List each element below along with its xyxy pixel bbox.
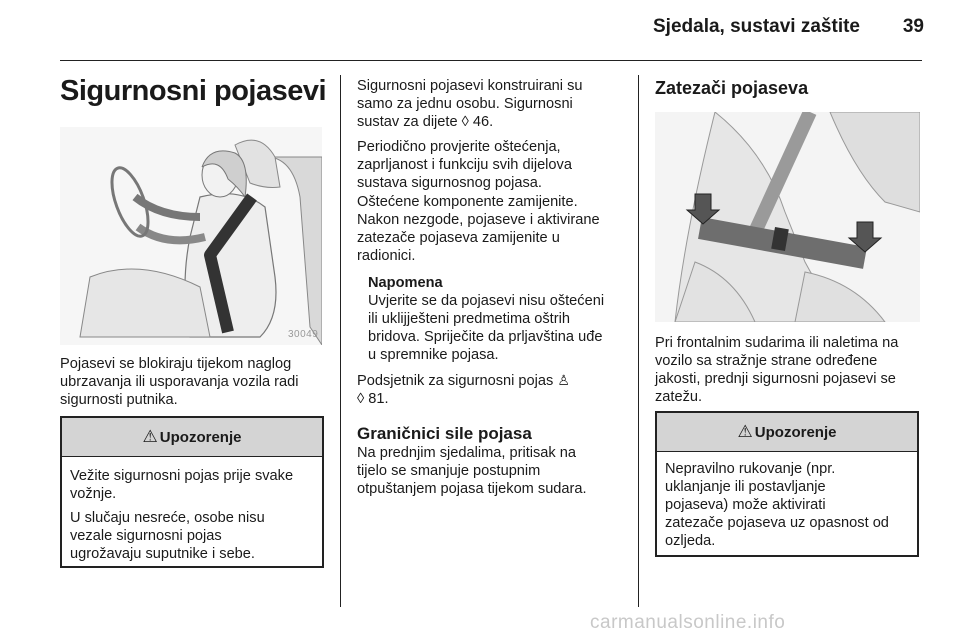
- section-heading-seat-belts: Sigurnosni pojasevi: [60, 75, 327, 107]
- column-divider-2: [638, 75, 639, 607]
- warning-triangle-icon: ⚠: [737, 422, 753, 441]
- seat-belt-reminder-icon: ♙: [557, 372, 570, 388]
- belt-reminder-text: Podsjetnik za sigurnosni pojas ♙ ◊ 81.: [357, 372, 570, 407]
- seatbelt-driver-illustration: [60, 127, 322, 345]
- replace-components-text: Oštećene komponente zamijenite. Nakon nezgode, pojaseve i aktivirane zatezače pojaseva zamijenite u radionici.: [357, 194, 600, 264]
- page-number: 39: [902, 16, 924, 37]
- note-title: Napomena: [368, 275, 443, 291]
- header-rule: [60, 60, 922, 61]
- warning-text-2: U slučaju nesreće, osobe nisu vezale sigurnosni pojas ugrožavaju suputnike i sebe.: [70, 510, 265, 562]
- warning-box-2: [655, 411, 919, 557]
- warning-box-1: [60, 416, 324, 568]
- belt-pretensioner-illustration: [655, 112, 920, 322]
- belt-design-text: Sigurnosni pojasevi konstruirani su samo za jednu osobu. Sigurnosni sustav za dijete ◊ 46.: [357, 78, 583, 130]
- periodic-check-text: Periodično provjerite oštećenja, zaprljanost i funkciju svih dijelova sustava sigurnosnog pojasa.: [357, 139, 572, 191]
- warning-header: ⚠ Upozorenje: [657, 413, 917, 452]
- pretensioners-heading: Zatezači pojaseva: [655, 78, 809, 98]
- warning-triangle-icon: ⚠: [142, 427, 158, 446]
- note-block: [368, 274, 604, 364]
- watermark: carmanualsonline.info: [590, 612, 786, 633]
- pretensioner-warning-text: Nepravilno rukovanje (npr. uklanjanje ili postavljanje pojaseva) može aktivirati zatezače pojaseva uz opasnost od ozljeda.: [665, 461, 889, 549]
- note-text: Uvjerite se da pojasevi nisu oštećeni ili uklijješteni predmetima oštrih bridova. Spriječite da prljavština uđe u spremnike pojasa.: [368, 293, 605, 363]
- pretensioner-text: Pri frontalnim sudarima ili naletima na vozilo sa stražnje strane određene jakosti, prednji sigurnosni pojasevi se zatežu.: [655, 335, 899, 405]
- force-limiters-heading: Graničnici sile pojasa: [357, 424, 532, 443]
- force-limiters-text: Na prednjim sjedalima, pritisak na tijelo se smanjuje postupnim otpuštanjem pojasa tijekom sudara.: [357, 445, 587, 497]
- warning-header: ⚠ Upozorenje: [62, 418, 322, 457]
- column-divider-1: [340, 75, 341, 607]
- seat-belt-intro-text: Pojasevi se blokiraju tijekom naglog ubrzavanja ili usporavanja vozila radi sigurnosti putnika.: [60, 356, 299, 408]
- pretensioner-drawing: [655, 112, 920, 322]
- running-header-title: Sjedala, sustavi zaštite: [653, 16, 860, 37]
- warning-text-1: Vežite sigurnosni pojas prije svake vožnje.: [70, 468, 294, 502]
- seatbelt-driver-drawing: [60, 127, 322, 345]
- figure-number: 30049: [288, 329, 319, 340]
